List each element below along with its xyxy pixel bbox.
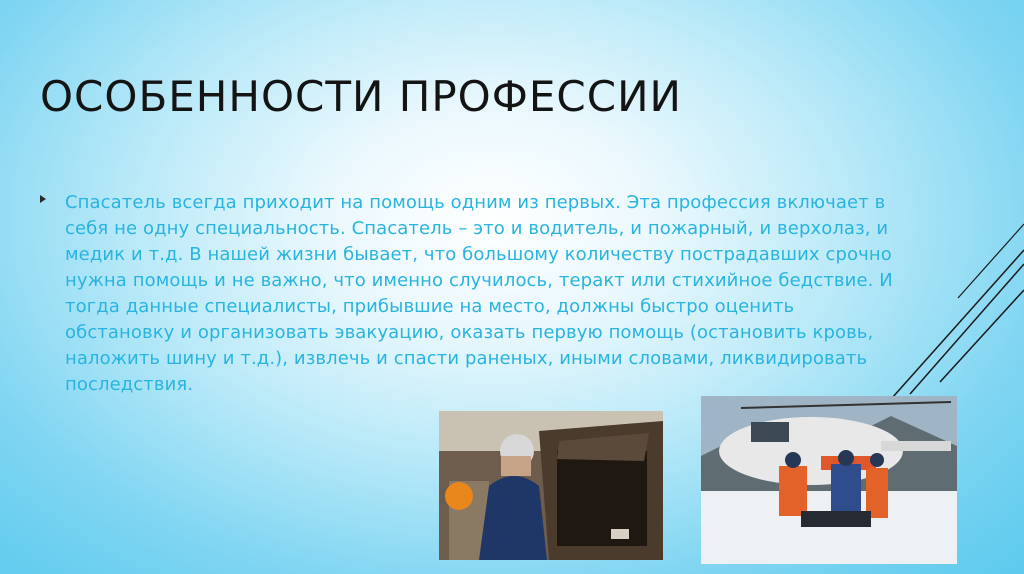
bullet-arrow-icon [40,195,46,203]
bullet-text: Спасатель всегда приходит на помощь одним из первых. Эта профессия включает в себя не одну специальность. Спасатель – это и водитель, и пожарный, и верхолаз, и медик и т.д. В нашей жизни бывает, что большому количеству пострадавших срочно нужна помощь и не важно, что именно случилось, теракт или стихийное бедствие. И тогда данные специалисты, прибывшие на место, должны быстро оценить обстановку и организовать эвакуацию, оказать первую помощь (остановить кровь, наложить шину и т.д.), извлечь и спасти раненых, иными словами, ликвидировать последствия. [65,192,893,395]
slide-title: ОСОБЕННОСТИ ПРОФЕССИИ [40,72,682,121]
bullet-list [40,190,900,398]
helicopter-rescue-photo [701,396,957,564]
rescuer-in-ruins-photo [439,411,663,560]
